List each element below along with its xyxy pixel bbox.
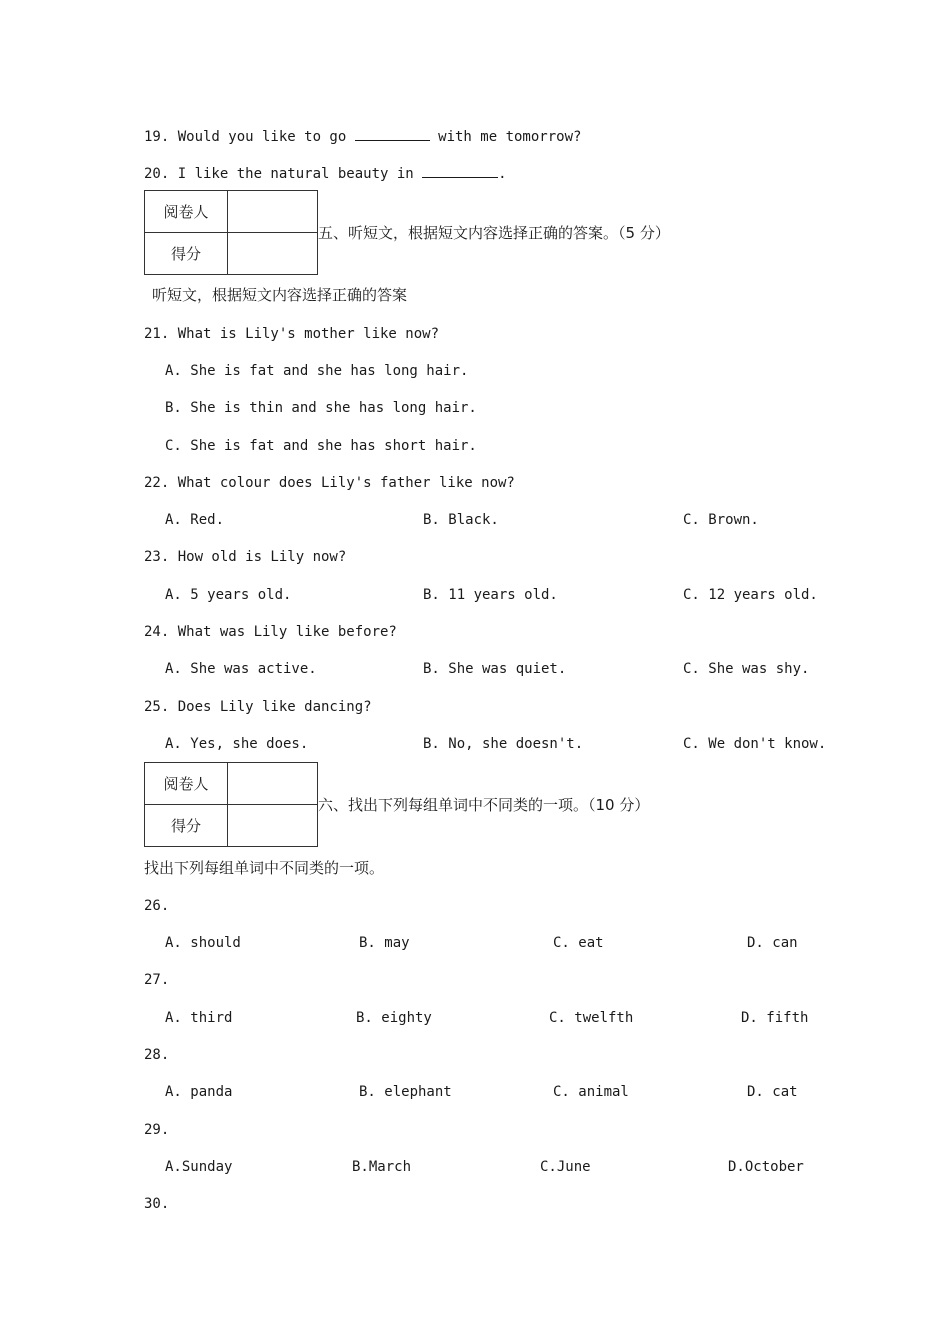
option-26-d[interactable]: D. can (747, 935, 798, 951)
question-19-text: 19. Would you like to go (144, 129, 355, 145)
score-field[interactable] (228, 233, 318, 275)
option-26-c[interactable]: C. eat (553, 935, 604, 951)
section-6-instruction: 找出下列每组单词中不同类的一项。 (144, 859, 385, 877)
option-25-c[interactable]: C. We don't know. (683, 736, 827, 752)
option-29-c[interactable]: C.June (540, 1159, 591, 1175)
option-24-a[interactable]: A. She was active. (165, 661, 317, 677)
option-27-c[interactable]: C. twelfth (549, 1010, 634, 1026)
option-27-a[interactable]: A. third (165, 1010, 233, 1026)
option-22-b[interactable]: B. Black. (423, 512, 499, 528)
score-box-section-5 (144, 190, 318, 275)
option-22-a[interactable]: A. Red. (165, 512, 225, 528)
option-29-d[interactable]: D.October (728, 1159, 804, 1175)
option-28-c[interactable]: C. animal (553, 1084, 629, 1100)
reviewer-field[interactable] (228, 763, 318, 805)
reviewer-label: 阅卷人 (145, 763, 228, 805)
question-26: 26. (144, 898, 170, 914)
option-23-c[interactable]: C. 12 years old. (683, 587, 818, 603)
option-25-b[interactable]: B. No, she doesn't. (423, 736, 584, 752)
option-27-b[interactable]: B. eighty (356, 1010, 432, 1026)
question-20 (144, 163, 507, 183)
option-21-b[interactable]: B. She is thin and she has long hair. (165, 400, 477, 416)
option-29-a[interactable]: A.Sunday (165, 1159, 233, 1175)
section-5-instruction: 听短文，根据短文内容选择正确的答案 (152, 286, 408, 304)
option-24-c[interactable]: C. She was shy. (683, 661, 810, 677)
question-25: 25. Does Lily like dancing? (144, 699, 372, 715)
option-21-a[interactable]: A. She is fat and she has long hair. (165, 363, 469, 379)
section-6-title: 六、找出下列每组单词中不同类的一项。（10 分） (318, 796, 650, 814)
question-19 (144, 126, 581, 146)
question-20-text-end: . (498, 166, 507, 182)
reviewer-field[interactable] (228, 191, 318, 233)
question-21: 21. What is Lily's mother like now? (144, 326, 440, 342)
question-29: 29. (144, 1122, 170, 1138)
option-28-d[interactable]: D. cat (747, 1084, 798, 1100)
option-26-a[interactable]: A. should (165, 935, 241, 951)
question-24: 24. What was Lily like before? (144, 624, 397, 640)
score-label: 得分 (145, 805, 228, 847)
reviewer-label: 阅卷人 (145, 191, 228, 233)
question-30: 30. (144, 1196, 170, 1212)
option-23-b[interactable]: B. 11 years old. (423, 587, 558, 603)
question-27: 27. (144, 972, 170, 988)
option-23-a[interactable]: A. 5 years old. (165, 587, 292, 603)
question-19-text-end: with me tomorrow? (429, 129, 582, 145)
question-23: 23. How old is Lily now? (144, 549, 347, 565)
option-25-a[interactable]: A. Yes, she does. (165, 736, 309, 752)
option-28-a[interactable]: A. panda (165, 1084, 233, 1100)
section-5-title: 五、听短文，根据短文内容选择正确的答案。（5 分） (318, 224, 670, 242)
answer-blank-19[interactable] (355, 126, 430, 141)
score-field[interactable] (228, 805, 318, 847)
option-21-c[interactable]: C. She is fat and she has short hair. (165, 438, 477, 454)
option-24-b[interactable]: B. She was quiet. (423, 661, 567, 677)
answer-blank-20[interactable] (422, 163, 498, 178)
option-28-b[interactable]: B. elephant (359, 1084, 452, 1100)
option-27-d[interactable]: D. fifth (741, 1010, 809, 1026)
score-box-section-6 (144, 762, 318, 847)
option-22-c[interactable]: C. Brown. (683, 512, 759, 528)
question-20-text: 20. I like the natural beauty in (144, 166, 423, 182)
score-label: 得分 (145, 233, 228, 275)
option-29-b[interactable]: B.March (352, 1159, 412, 1175)
question-28: 28. (144, 1047, 170, 1063)
question-22: 22. What colour does Lily's father like now? (144, 475, 515, 491)
option-26-b[interactable]: B. may (359, 935, 410, 951)
